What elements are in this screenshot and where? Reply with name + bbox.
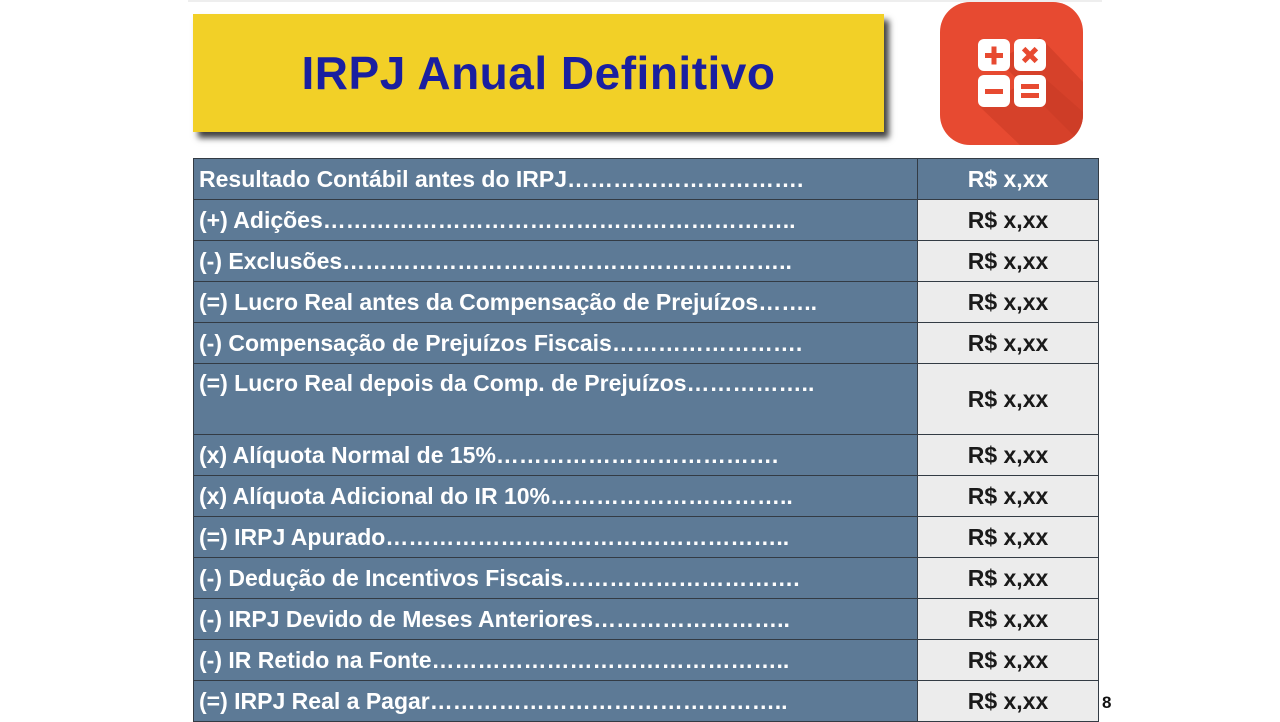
row-label: (x) Alíquota Adicional do IR 10%………………………….. <box>194 476 918 517</box>
table-row <box>194 282 1099 323</box>
row-value: R$ x,xx <box>918 640 1099 681</box>
table-row <box>194 364 1099 435</box>
page-number: 8 <box>1102 693 1112 712</box>
table-row <box>194 159 1099 200</box>
row-label: (-) IRPJ Devido de Meses Anteriores…………………….. <box>194 599 918 640</box>
row-value: R$ x,xx <box>918 599 1099 640</box>
slide-title: IRPJ Anual Definitivo <box>301 47 776 99</box>
row-label: (+) Adições…………………………………………………….. <box>194 200 918 241</box>
table-row <box>194 476 1099 517</box>
table-row <box>194 681 1099 722</box>
irpj-calculation-table <box>193 158 1099 722</box>
row-label: (-) IR Retido na Fonte……………………………………….. <box>194 640 918 681</box>
table-row <box>194 200 1099 241</box>
row-value: R$ x,xx <box>918 558 1099 599</box>
row-label: (-) Dedução de Incentivos Fiscais…………………………. <box>194 558 918 599</box>
row-label: (-) Compensação de Prejuízos Fiscais……………………. <box>194 323 918 364</box>
table-row <box>194 323 1099 364</box>
row-label: (=) IRPJ Apurado…………………………………………….. <box>194 517 918 558</box>
row-label: (=) Lucro Real antes da Compensação de Prejuízos…….. <box>194 282 918 323</box>
row-label: Resultado Contábil antes do IRPJ…………………………. <box>194 159 918 200</box>
table-row <box>194 599 1099 640</box>
row-value: R$ x,xx <box>918 681 1099 722</box>
row-value: R$ x,xx <box>918 159 1099 200</box>
row-value: R$ x,xx <box>918 323 1099 364</box>
row-value: R$ x,xx <box>918 200 1099 241</box>
table-row <box>194 640 1099 681</box>
calculator-icon <box>940 2 1083 145</box>
row-value: R$ x,xx <box>918 517 1099 558</box>
row-value: R$ x,xx <box>918 364 1099 435</box>
row-label: (=) Lucro Real depois da Comp. de Prejuízos…………….. <box>194 364 918 435</box>
table-row <box>194 558 1099 599</box>
row-value: R$ x,xx <box>918 282 1099 323</box>
table-row <box>194 241 1099 282</box>
row-label: (-) Exclusões………………………………………………….. <box>194 241 918 282</box>
row-value: R$ x,xx <box>918 435 1099 476</box>
row-label: (=) IRPJ Real a Pagar……………………………………….. <box>194 681 918 722</box>
table-row <box>194 517 1099 558</box>
title-banner <box>193 14 884 132</box>
row-value: R$ x,xx <box>918 476 1099 517</box>
table-row <box>194 435 1099 476</box>
row-label: (x) Alíquota Normal de 15%………………………………. <box>194 435 918 476</box>
row-value: R$ x,xx <box>918 241 1099 282</box>
